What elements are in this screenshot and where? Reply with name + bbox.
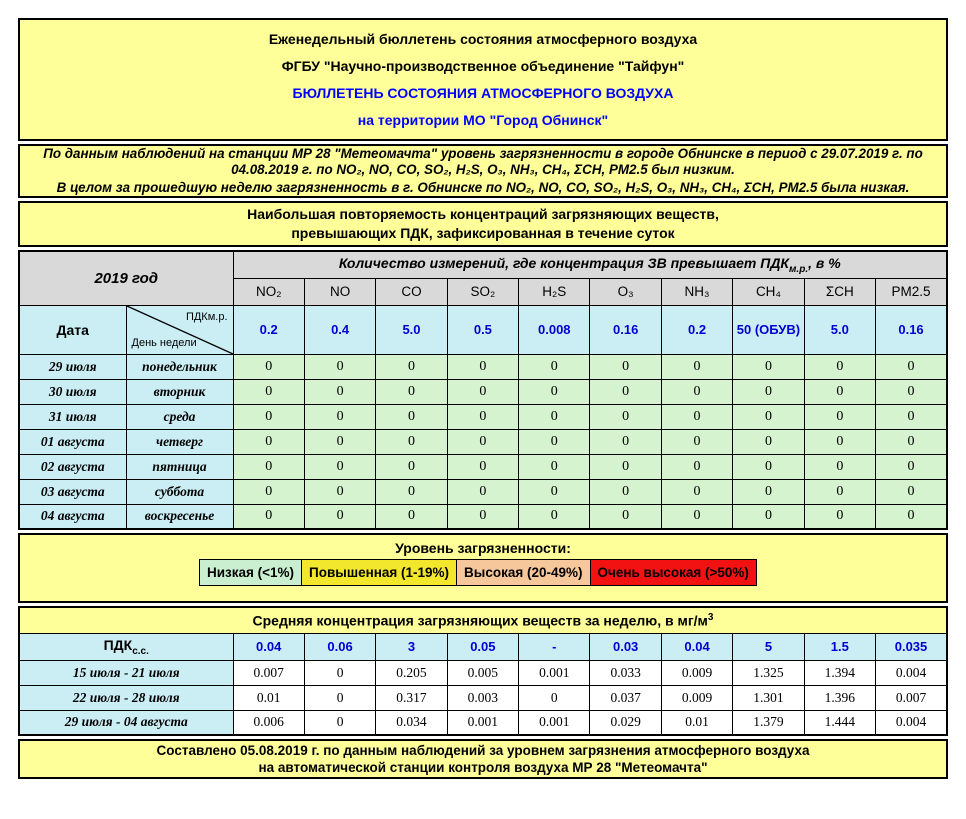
measurement-cell: 0: [661, 354, 732, 379]
measurement-cell: 0: [447, 354, 518, 379]
measurement-cell: 0: [804, 454, 875, 479]
pdk-ss-value: 1.5: [804, 633, 875, 660]
day-cell: понедельник: [126, 354, 233, 379]
measurement-cell: 0: [304, 404, 375, 429]
avg-concentration-cell: 0: [304, 660, 375, 685]
weekly-average-table: [18, 606, 948, 736]
diag-pdk-label: ПДКм.р.: [185, 310, 228, 323]
measurement-cell: 0: [661, 504, 732, 529]
avg-concentration-cell: 1.325: [733, 660, 804, 685]
day-cell: пятница: [126, 454, 233, 479]
exceedance-table: [18, 250, 948, 530]
measurement-cell: 0: [519, 504, 590, 529]
measurement-cell: 0: [304, 479, 375, 504]
pdk-ss-value: -: [519, 633, 590, 660]
measurement-cell: 0: [661, 454, 732, 479]
measurement-cell: 0: [876, 379, 947, 404]
footer-line1: Составлено 05.08.2019 г. по данным наблюдений за уровнем загрязнения атмосферного воздуха: [156, 743, 810, 758]
measurement-cell: 0: [876, 404, 947, 429]
measurement-cell: 0: [590, 429, 661, 454]
pollution-level-legend: [18, 533, 948, 603]
pdk-ss-value: 0.03: [590, 633, 661, 660]
avg-concentration-cell: 0.006: [233, 710, 304, 735]
measurement-cell: 0: [590, 504, 661, 529]
table-row: [19, 404, 947, 429]
date-cell: 01 августа: [19, 429, 126, 454]
pdk-mr-value: 0.16: [876, 305, 947, 354]
avg-concentration-cell: 1.396: [804, 685, 875, 710]
pdk-ss-value: 0.06: [304, 633, 375, 660]
avg-concentration-cell: 0.037: [590, 685, 661, 710]
measurement-cell: 0: [519, 404, 590, 429]
measurement-cell: 0: [733, 479, 804, 504]
bulletin-title-line1: Еженедельный бюллетень состояния атмосферного воздуха: [268, 31, 698, 47]
measurement-cell: 0: [233, 404, 304, 429]
measurement-cell: 0: [804, 404, 875, 429]
measurement-cell: 0: [804, 504, 875, 529]
year-header-cell: 2019 год: [19, 251, 233, 305]
measurement-cell: 0: [519, 454, 590, 479]
pdk-mr-value: 5.0: [804, 305, 875, 354]
date-cell: 04 августа: [19, 504, 126, 529]
date-column-label: Дата: [19, 305, 126, 354]
pdk-mr-value: 5.0: [376, 305, 447, 354]
avg-concentration-cell: 0.004: [876, 660, 947, 685]
date-cell: 02 августа: [19, 454, 126, 479]
table-row: [19, 429, 947, 454]
measurement-cell: 0: [876, 354, 947, 379]
measurement-cell: 0: [590, 404, 661, 429]
measurement-cell: 0: [233, 429, 304, 454]
measurement-cell: 0: [661, 379, 732, 404]
avg-concentration-cell: 0.007: [233, 660, 304, 685]
summary-block: [18, 144, 948, 198]
avg-concentration-cell: 1.444: [804, 710, 875, 735]
measurement-cell: 0: [876, 504, 947, 529]
day-cell: вторник: [126, 379, 233, 404]
week-period-cell: 29 июля - 04 августа: [19, 710, 233, 735]
pdk-mr-row: [19, 305, 947, 354]
table-row: [19, 685, 947, 710]
avg-concentration-cell: 0.001: [519, 710, 590, 735]
pdk-mr-value: 0.2: [233, 305, 304, 354]
measurement-cell: 0: [376, 404, 447, 429]
weekly-average-title: Средняя концентрация загрязняющих веществ за неделю, в $мг/м^3$: [19, 607, 947, 633]
measurement-cell: 0: [733, 354, 804, 379]
frequency-title-line2: превышающих ПДК, зафиксированная в течение суток: [291, 225, 675, 241]
measurement-cell: 0: [233, 504, 304, 529]
table-row: [19, 379, 947, 404]
pdk-ss-value: 0.04: [661, 633, 732, 660]
measurement-cell: 0: [447, 379, 518, 404]
measurement-cell: 0: [590, 479, 661, 504]
pollutant-column-header: CH₄: [733, 278, 804, 305]
pollutant-column-header: O₃: [590, 278, 661, 305]
measurement-cell: 0: [233, 354, 304, 379]
day-cell: суббота: [126, 479, 233, 504]
pollutant-column-header: PM2.5: [876, 278, 947, 305]
pollutant-column-header: NH₃: [661, 278, 732, 305]
date-cell: 30 июля: [19, 379, 126, 404]
table-row: [19, 479, 947, 504]
measurement-cell: 0: [233, 479, 304, 504]
territory-line: на территории МО "Город Обнинск": [357, 112, 609, 128]
summary-sentence-1: По данным наблюдений на станции МР 28 "Метеомачта" уровень загрязненности в городе Обнинске в период с 29.07.2019 г. по 04.08.2019 г. по NO₂, NO, CO, SO₂, H₂S, O₃, NH₃, CH₄, ΣCH, PM2.5 был низким.: [43, 146, 923, 177]
measurement-cell: 0: [804, 379, 875, 404]
measurement-cell: 0: [519, 479, 590, 504]
pdk-ss-value: 0.05: [447, 633, 518, 660]
measurement-cell: 0: [376, 429, 447, 454]
organization-name: ФГБУ "Научно-производственное объединение "Тайфун": [281, 58, 685, 74]
date-cell: 03 августа: [19, 479, 126, 504]
avg-concentration-cell: 0.004: [876, 710, 947, 735]
legend-item-elevated: Повышенная (1-19%): [301, 559, 457, 586]
pdk-mr-value: 0.5: [447, 305, 518, 354]
legend-item-low: Низкая (<1%): [199, 559, 302, 586]
pollutant-column-header: ΣCH: [804, 278, 875, 305]
date-cell: 31 июля: [19, 404, 126, 429]
avg-concentration-cell: 0.029: [590, 710, 661, 735]
avg-concentration-cell: 0: [519, 685, 590, 710]
pollutant-column-header: CO: [376, 278, 447, 305]
pdk-ss-value: 0.035: [876, 633, 947, 660]
title-block: [18, 18, 948, 141]
avg-concentration-cell: 0.317: [376, 685, 447, 710]
table-row: [19, 710, 947, 735]
pollutant-column-header: NO₂: [233, 278, 304, 305]
measurement-cell: 0: [519, 379, 590, 404]
pdk-mr-value: 0.4: [304, 305, 375, 354]
day-cell: воскресенье: [126, 504, 233, 529]
measurement-cell: 0: [590, 354, 661, 379]
avg-concentration-cell: 0.034: [376, 710, 447, 735]
measurement-cell: 0: [376, 354, 447, 379]
date-cell: 29 июля: [19, 354, 126, 379]
avg-concentration-cell: 0.007: [876, 685, 947, 710]
avg-concentration-cell: 1.301: [733, 685, 804, 710]
measurement-cell: 0: [804, 479, 875, 504]
measurement-cell: 0: [447, 429, 518, 454]
avg-concentration-cell: 1.394: [804, 660, 875, 685]
measurement-cell: 0: [661, 479, 732, 504]
measurement-cell: 0: [304, 354, 375, 379]
measurements-header-cell: Количество измерений, где концентрация ЗВ превышает $ПДК_{м.р.}$, в %: [233, 251, 947, 278]
measurement-cell: 0: [376, 379, 447, 404]
measurement-cell: 0: [304, 504, 375, 529]
pdk-ss-row: [19, 633, 947, 660]
measurement-cell: 0: [447, 454, 518, 479]
frequency-title-line1: Наибольшая повторяемость концентраций загрязняющих веществ,: [247, 206, 719, 222]
pdk-mr-value: 0.008: [519, 305, 590, 354]
measurement-cell: 0: [447, 479, 518, 504]
measurement-cell: 0: [876, 479, 947, 504]
avg-concentration-cell: 0.01: [233, 685, 304, 710]
pdk-dayofweek-diagonal-cell: [126, 305, 233, 354]
measurement-cell: 0: [733, 504, 804, 529]
pdk-ss-value: 0.04: [233, 633, 304, 660]
avg-concentration-cell: 0.003: [447, 685, 518, 710]
avg-concentration-cell: 0.033: [590, 660, 661, 685]
pdk-ss-label: $ПДК_{с.с.}$: [19, 633, 233, 660]
measurement-cell: 0: [876, 429, 947, 454]
measurement-cell: 0: [733, 404, 804, 429]
footer-block: [18, 739, 948, 779]
measurement-cell: 0: [376, 504, 447, 529]
summary-sentence-2: В целом за прошедшую неделю загрязненность в г. Обнинске по NO₂, NO, CO, SO₂, H₂S, O₃, NH₃, CH₄, ΣCH, PM2.5 была низкая.: [56, 180, 910, 195]
pdk-mr-value: 0.2: [661, 305, 732, 354]
measurement-cell: 0: [590, 379, 661, 404]
frequency-title-block: [18, 201, 948, 247]
measurement-cell: 0: [376, 479, 447, 504]
table-row: [19, 354, 947, 379]
measurement-cell: 0: [376, 454, 447, 479]
measurement-cell: 0: [733, 429, 804, 454]
avg-concentration-cell: 0.01: [661, 710, 732, 735]
legend-title: Уровень загрязненности:: [395, 540, 571, 556]
measurement-cell: 0: [733, 379, 804, 404]
measurement-cell: 0: [876, 454, 947, 479]
measurement-cell: 0: [233, 454, 304, 479]
avg-concentration-cell: 0.001: [519, 660, 590, 685]
pollutant-column-header: NO: [304, 278, 375, 305]
pdk-mr-value: 0.16: [590, 305, 661, 354]
avg-concentration-cell: 0.009: [661, 660, 732, 685]
measurement-cell: 0: [733, 454, 804, 479]
table-row: [19, 504, 947, 529]
pollutant-column-header: SO₂: [447, 278, 518, 305]
pdk-ss-value: 3: [376, 633, 447, 660]
measurement-cell: 0: [447, 504, 518, 529]
measurement-cell: 0: [304, 379, 375, 404]
table-row: [19, 454, 947, 479]
measurement-cell: 0: [233, 379, 304, 404]
avg-concentration-cell: 0.205: [376, 660, 447, 685]
legend-item-high: Высокая (20-49%): [456, 559, 590, 586]
avg-concentration-cell: 0: [304, 685, 375, 710]
week-period-cell: 22 июля - 28 июля: [19, 685, 233, 710]
pollutant-column-header: H₂S: [519, 278, 590, 305]
day-cell: четверг: [126, 429, 233, 454]
footer-line2: на автоматической станции контроля воздуха МР 28 "Метеомачта": [258, 760, 708, 775]
measurement-cell: 0: [661, 404, 732, 429]
avg-concentration-cell: 0.005: [447, 660, 518, 685]
legend-item-very-high: Очень высокая (>50%): [590, 559, 757, 586]
legend-row: [200, 559, 946, 586]
avg-concentration-cell: 0.001: [447, 710, 518, 735]
measurement-cell: 0: [804, 354, 875, 379]
diag-day-label: День недели: [131, 336, 197, 349]
avg-concentration-cell: 1.379: [733, 710, 804, 735]
measurement-cell: 0: [304, 454, 375, 479]
avg-concentration-cell: 0: [304, 710, 375, 735]
table-row: [19, 660, 947, 685]
pdk-mr-value: 50 (ОБУВ): [733, 305, 804, 354]
measurement-cell: 0: [447, 404, 518, 429]
week-period-cell: 15 июля - 21 июля: [19, 660, 233, 685]
bulletin-title-main: БЮЛЛЕТЕНЬ СОСТОЯНИЯ АТМОСФЕРНОГО ВОЗДУХА: [292, 85, 674, 101]
measurement-cell: 0: [519, 429, 590, 454]
measurement-cell: 0: [590, 454, 661, 479]
measurement-cell: 0: [519, 354, 590, 379]
day-cell: среда: [126, 404, 233, 429]
measurement-cell: 0: [304, 429, 375, 454]
avg-concentration-cell: 0.009: [661, 685, 732, 710]
pdk-ss-value: 5: [733, 633, 804, 660]
measurement-cell: 0: [661, 429, 732, 454]
measurement-cell: 0: [804, 429, 875, 454]
